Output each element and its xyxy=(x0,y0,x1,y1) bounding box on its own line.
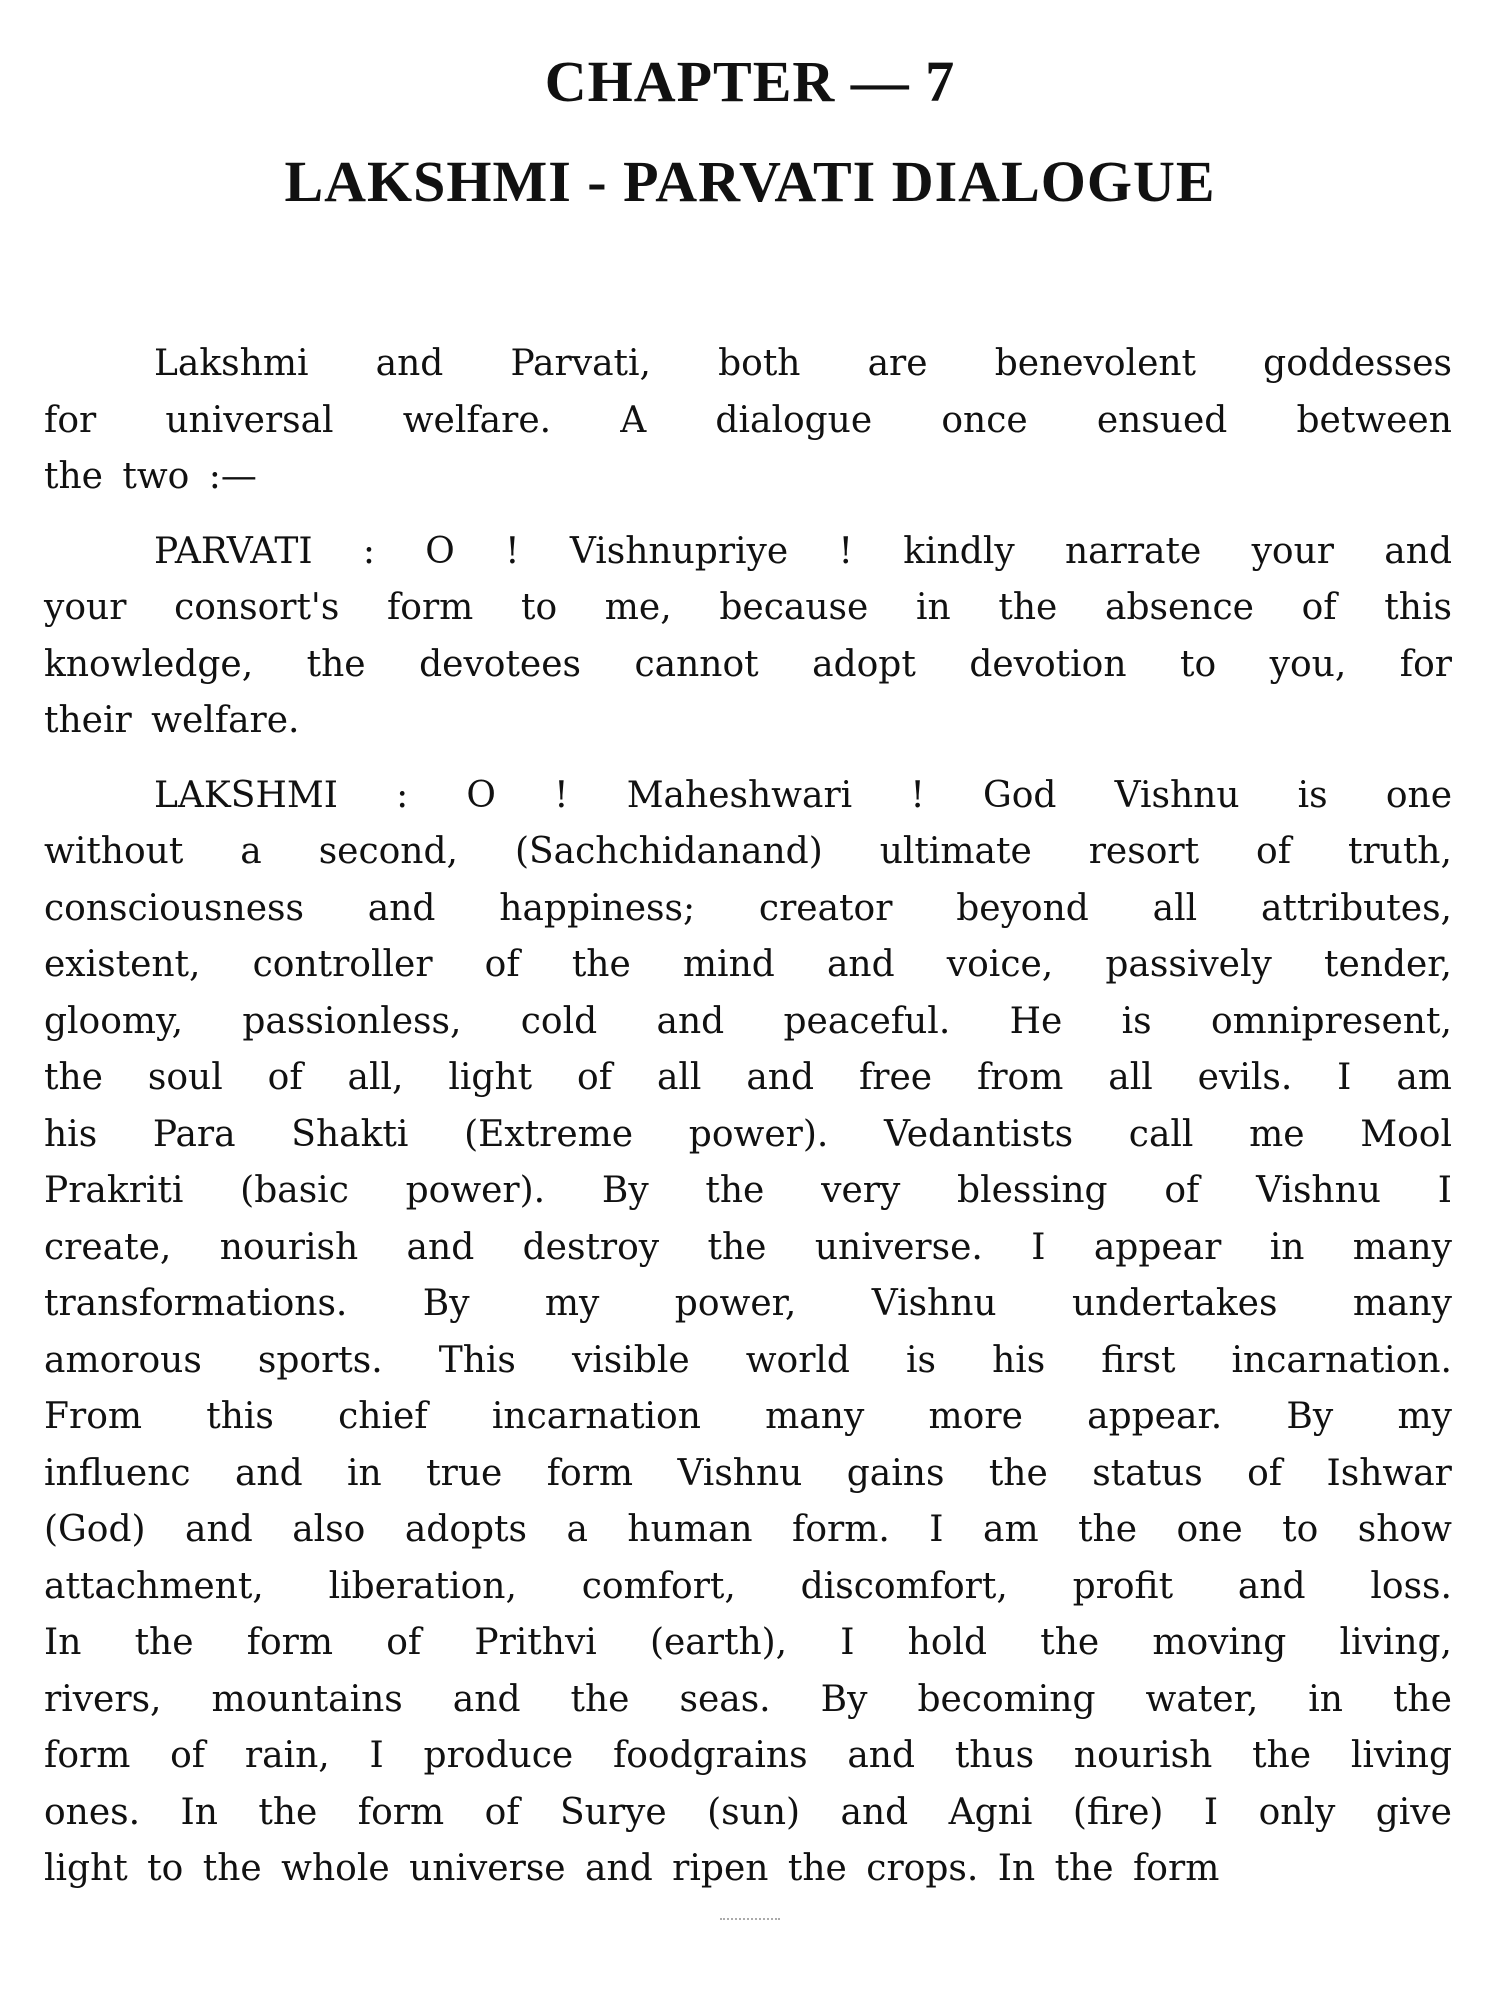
text-line: existent, controller of the mind and voice, passively tender, xyxy=(44,944,1452,985)
text-line: In the form of Prithvi (earth), I hold the moving living, xyxy=(44,1622,1452,1663)
paragraph xyxy=(44,524,1452,750)
text-line: light to the whole universe and ripen the crops. In the form xyxy=(44,1848,1220,1889)
text-line: gloomy, passionless, cold and peaceful. He is omnipresent, xyxy=(44,1000,1452,1042)
text-line: From this chief incarnation many more appear. By my xyxy=(44,1396,1452,1437)
text-line: for universal welfare. A dialogue once ensued between xyxy=(44,399,1452,441)
chapter-title: CHAPTER — 7 xyxy=(544,49,956,114)
text-line: their welfare. xyxy=(44,700,300,741)
text-line: form of rain, I produce foodgrains and thus nourish the living xyxy=(44,1735,1452,1776)
text-line: LAKSHMI : O ! Maheshwari ! God Vishnu is one xyxy=(154,774,1452,816)
page-mark xyxy=(720,1910,780,1920)
text-line: knowledge, the devotees cannot adopt devotion to you, for xyxy=(44,643,1452,685)
text-line: PARVATI : O ! Vishnupriye ! kindly narrate your and xyxy=(154,530,1452,572)
text-line: the soul of all, light of all and free from all evils. I am xyxy=(44,1057,1452,1098)
text-line: amorous sports. This visible world is his first incarnation. xyxy=(44,1339,1452,1381)
text-line: transformations. By my power, Vishnu undertakes many xyxy=(44,1283,1452,1324)
text-line: attachment, liberation, comfort, discomfort, profit and loss. xyxy=(44,1565,1452,1607)
paragraph xyxy=(44,336,1452,506)
text-line: his Para Shakti (Extreme power). Vedantists call me Mool xyxy=(44,1113,1452,1155)
text-line: ones. In the form of Surye (sun) and Agni (fire) I only give xyxy=(44,1791,1452,1833)
chapter-subtitle: LAKSHMI - PARVATI DIALOGUE xyxy=(284,149,1216,214)
text-line: rivers, mountains and the seas. By becoming water, in the xyxy=(44,1678,1452,1720)
text-line: without a second, (Sachchidanand) ultimate resort of truth, xyxy=(44,831,1452,872)
text-line: (God) and also adopts a human form. I am the one to show xyxy=(44,1509,1452,1550)
paragraph xyxy=(44,768,1452,1898)
text-line: create, nourish and destroy the universe. I appear in many xyxy=(44,1226,1452,1268)
text-line: consciousness and happiness; creator beyond all attributes, xyxy=(44,887,1452,929)
body-text xyxy=(44,336,1452,1916)
text-line: influenc and in true form Vishnu gains the status of Ishwar xyxy=(44,1452,1452,1494)
text-line: Lakshmi and Parvati, both are benevolent goddesses xyxy=(154,343,1452,384)
text-line: Prakriti (basic power). By the very blessing of Vishnu I xyxy=(44,1170,1452,1211)
text-line: your consort's form to me, because in the absence of this xyxy=(44,587,1452,628)
text-line: the two :— xyxy=(44,456,257,497)
